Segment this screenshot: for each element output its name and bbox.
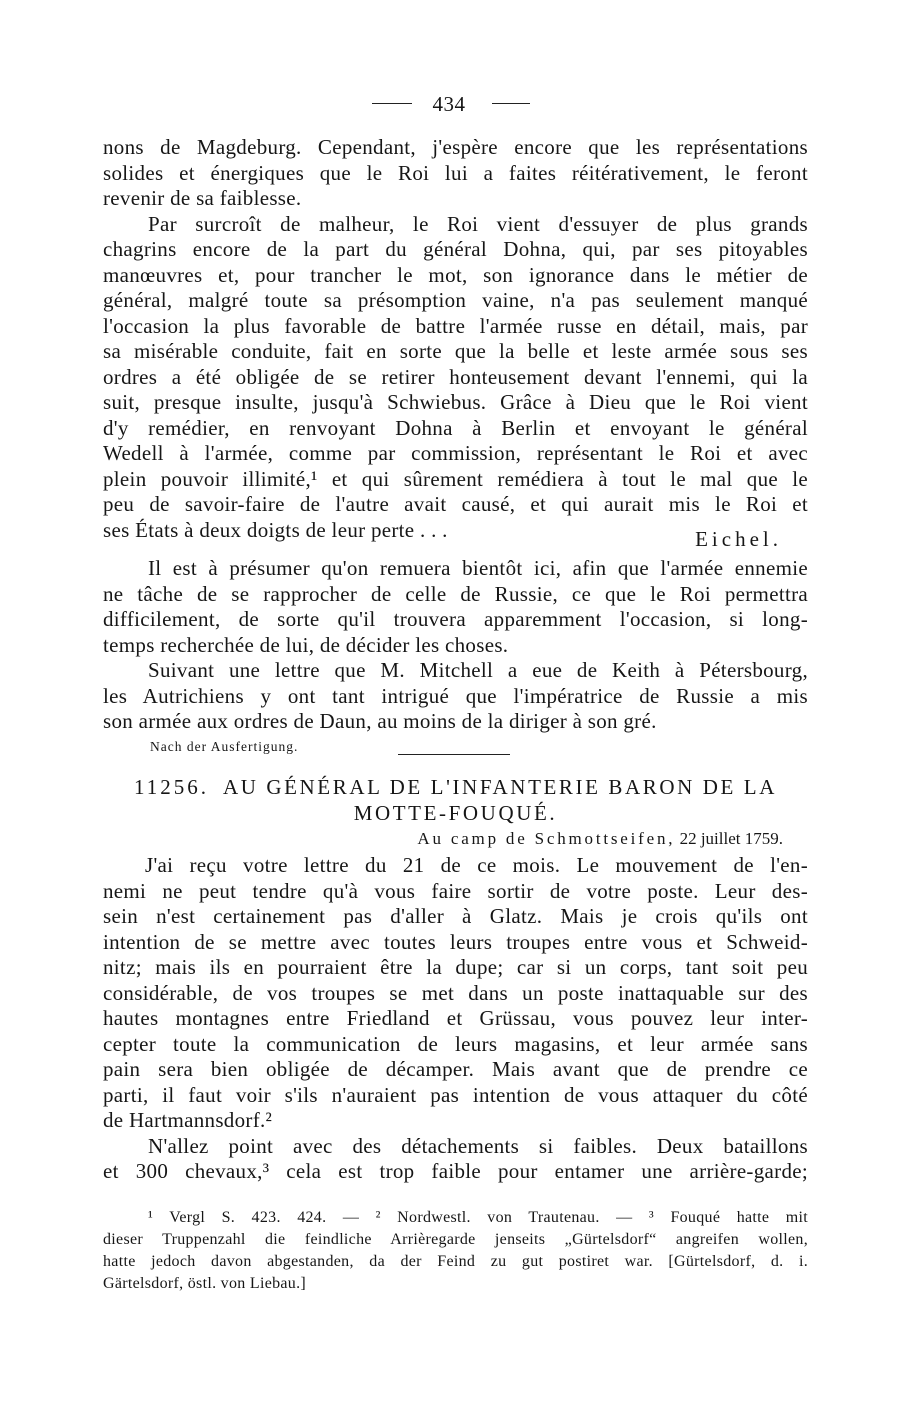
footnotes bbox=[103, 1207, 808, 1295]
text-line: Par surcroît de malheur, le Roi vient d'essuyer de plus grands bbox=[148, 211, 808, 236]
text-line: revenir de sa faiblesse. bbox=[103, 186, 302, 211]
text-line: suit, presque insulte, jusqu'à Schwiebus. Grâce à Dieu que le Roi vient bbox=[103, 390, 808, 415]
text-line: nemi ne peut tendre qu'à vous faire sortir de votre poste. Leur des- bbox=[103, 878, 808, 903]
section-separator bbox=[398, 754, 510, 755]
text-line: d'y remédier, en renvoyant Dohna à Berlin et envoyant le général bbox=[103, 415, 808, 440]
text-line: ne tâche de se rapprocher de celle de Russie, ce que le Roi permettra bbox=[103, 581, 808, 606]
text-line: Suivant une lettre que M. Mitchell a eue de Keith à Pétersbourg, bbox=[148, 658, 808, 683]
text-line: ses États à deux doigts de leur perte . . . bbox=[103, 517, 448, 542]
text-line: considérable, de vos troupes se met dans un poste inattaquable sur des bbox=[103, 980, 808, 1005]
text-line: et 300 chevaux,³ cela est trop faible pour entamer une arrière-garde; bbox=[103, 1159, 808, 1184]
source-note: Nach der Ausfertigung. bbox=[150, 739, 299, 754]
text-line: manœuvres et, pour trancher le mot, son ignorance dans le métier de bbox=[103, 262, 808, 287]
text-line: Il est à présumer qu'on remuera bientôt ici, afin que l'armée ennemie bbox=[148, 556, 808, 581]
header-rule-right bbox=[492, 103, 530, 104]
page-number: 434 bbox=[432, 92, 466, 116]
text-line: son armée aux ordres de Daun, au moins de la diriger à son gré. bbox=[103, 709, 657, 734]
text-line: peu de savoir-faire de l'autre avait causé, et qui aurait mis le Roi et bbox=[103, 492, 808, 517]
text-line: de Hartmannsdorf.² bbox=[103, 1108, 273, 1133]
text-line-with-signature bbox=[103, 517, 808, 551]
text-line: parti, il faut voir s'ils n'auraient pas intention de vous attaquer du côté bbox=[103, 1082, 808, 1107]
heading-text: AU GÉNÉRAL DE L'INFANTERIE BARON DE LA bbox=[222, 775, 778, 799]
letter-number: 11256. bbox=[133, 775, 209, 799]
footnote-line: ¹ Vergl S. 423. 424. — ² Nordwestl. von Trautenau. — ³ Fouqué hatte mit bbox=[148, 1209, 808, 1226]
body-text-top bbox=[103, 135, 808, 551]
dateline-place: Au camp de Schmottseifen, bbox=[417, 829, 676, 848]
heading-line-1 bbox=[103, 774, 808, 800]
text-line: général, malgré toute sa présomption vaine, n'a pas seulement manqué bbox=[103, 288, 808, 313]
text-line: J'ai reçu votre lettre du 21 de ce mois. Le mouvement de l'en- bbox=[145, 853, 808, 878]
heading-text: MOTTE-FOUQUÉ. bbox=[353, 801, 558, 825]
text-line: solides et énergiques que le Roi lui a faites réitérativement, le feront bbox=[103, 160, 808, 185]
signature: Eichel. bbox=[695, 526, 782, 551]
text-line: sein n'est certainement pas d'aller à Glatz. Mais je crois qu'ils ont bbox=[103, 904, 808, 929]
text-line: l'occasion la plus favorable de battre l'armée russe en détail, mais, par bbox=[103, 313, 808, 338]
text-line: Wedell à l'armée, comme par commission, représentant le Roi et avec bbox=[103, 441, 808, 466]
text-line: ordres a été obligée de se retirer honteusement devant l'ennemi, qui la bbox=[103, 364, 808, 389]
header-rule-left bbox=[372, 103, 412, 104]
footnote-line: Gärtelsdorf, östl. von Liebau.] bbox=[103, 1275, 307, 1292]
text-line: nons de Magdeburg. Cependant, j'espère encore que les représentations bbox=[103, 135, 808, 160]
footnote-line: dieser Truppenzahl die feindliche Arrièregarde jenseits „Gürtelsdorf“ angreifen wollen, bbox=[103, 1231, 808, 1248]
text-line: difficilement, de sorte qu'il trouvera apparemment l'occasion, si long- bbox=[103, 607, 808, 632]
dateline-date: 22 juillet 1759. bbox=[679, 829, 783, 848]
footnote-line: hatte jedoch davon abgestanden, da der Feind zu gut postiret war. [Gürtelsdorf, d. i. bbox=[103, 1253, 808, 1270]
text-line: les Autrichiens y ont tant intrigué que l'impératrice de Russie a mis bbox=[103, 683, 808, 708]
text-line: sa misérable conduite, fait en sorte que la belle et leste armée sous ses bbox=[103, 339, 808, 364]
letter-heading bbox=[103, 774, 808, 826]
text-line: cepter toute la communication de leurs magasins, et leur armée sans bbox=[103, 1031, 808, 1056]
text-line: plein pouvoir illimité,¹ et qui sûrement remédiera à tout le mal que le bbox=[103, 466, 808, 491]
letter-body bbox=[103, 853, 808, 1185]
text-line: intention de se mettre avec toutes leurs troupes entre vous et Schweid- bbox=[103, 929, 808, 954]
text-line: nitz; mais ils en pourraient être la dupe; car si un corps, tant soit peu bbox=[103, 955, 808, 980]
body-text-middle bbox=[103, 556, 808, 735]
text-line: N'allez point avec des détachements si faibles. Deux bataillons bbox=[148, 1133, 808, 1158]
text-line: temps recherchée de lui, de décider les choses. bbox=[103, 632, 509, 657]
heading-line-2 bbox=[103, 800, 808, 826]
text-line: pain sera bien obligée de décamper. Mais avant que de prendre ce bbox=[103, 1057, 808, 1082]
text-line: chagrins encore de la part du général Dohna, qui, par ses pitoyables bbox=[103, 237, 808, 262]
dateline bbox=[103, 826, 808, 852]
text-line: hautes montagnes entre Friedland et Grüssau, vous pouvez leur inter- bbox=[103, 1006, 808, 1031]
